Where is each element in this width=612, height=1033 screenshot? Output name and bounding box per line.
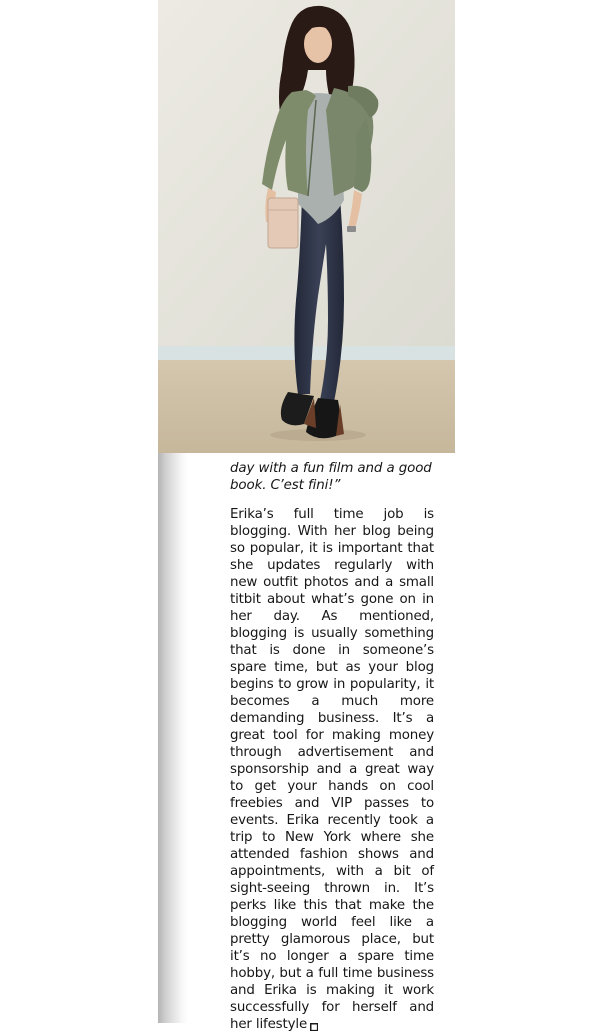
fashion-photo xyxy=(158,0,455,453)
clutch-bag xyxy=(268,198,298,248)
quote-ending: day with a fun film and a good book. C’est fini!” xyxy=(230,461,432,493)
article-paragraph-text: Erika’s full time job is blogging. With her blog being so popular, it is important that she updates regularly with new outfit photos and a small titbit about what’s gone on in her day. As mentioned, blogging is usually something that is done in someone’s spare time, but as your blog begins to grow in popularity, it becomes a much more demanding business. It’s a great tool for making money through advertisement and sponsorship and a great way to get your hands on cool freebies and VIP passes to events. Erika recently took a trip to New York where she attended fashion shows and appointments, with a bit of sight-seeing thrown in. It’s perks like this that make the blogging world feel like a pretty glamorous place, but it’s no longer a spare time hobby, but a full time business and Erika is making it work successfully for herself and her lifestyle xyxy=(230,507,434,1032)
article-text-column xyxy=(230,460,434,1033)
article-paragraph xyxy=(230,506,434,1033)
page-gutter-shadow xyxy=(158,453,188,1023)
end-of-article-square-icon: ■ xyxy=(310,1023,318,1031)
